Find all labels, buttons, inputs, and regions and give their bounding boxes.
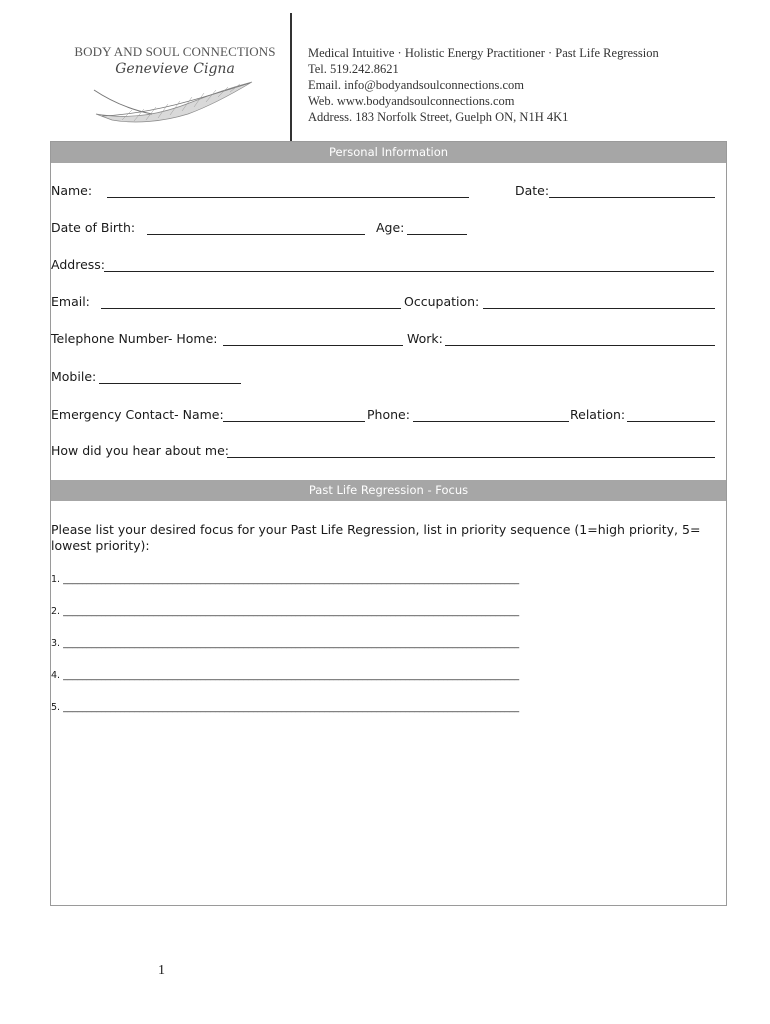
- address-field[interactable]: [104, 271, 714, 272]
- focus-item-5[interactable]: 5. ________________________________________________________________________________________________: [51, 702, 520, 713]
- page-number: 1: [158, 963, 165, 978]
- relation-label: Relation:: [570, 407, 626, 422]
- services-line: Medical Intuitive · Holistic Energy Practitioner · Past Life Regression: [308, 46, 659, 60]
- emergency-name-field[interactable]: [223, 421, 365, 422]
- address-line: Address. 183 Norfolk Street, Guelph ON, N1H 4K1: [308, 110, 569, 124]
- email-label: Email:: [51, 294, 90, 309]
- personal-info-header: Personal Information: [51, 142, 726, 163]
- referral-label: How did you hear about me:: [51, 443, 230, 458]
- contact-info: [308, 45, 659, 125]
- name-label: Name:: [51, 183, 93, 198]
- referral-field[interactable]: [227, 457, 715, 458]
- date-label: Date:: [515, 183, 550, 198]
- occupation-field[interactable]: [483, 308, 715, 309]
- brand-name: BODY AND SOUL CONNECTIONS: [74, 44, 276, 59]
- email-line: Email. info@bodyandsoulconnections.com: [308, 78, 524, 92]
- focus-header: Past Life Regression - Focus: [51, 480, 726, 501]
- web-line: Web. www.bodyandsoulconnections.com: [308, 94, 515, 108]
- mobile-label: Mobile:: [51, 369, 97, 384]
- header-divider: [290, 13, 292, 141]
- emergency-phone-field[interactable]: [413, 421, 569, 422]
- age-label: Age:: [376, 220, 405, 235]
- work-phone-field[interactable]: [445, 345, 715, 346]
- brand-block: [64, 44, 286, 77]
- practitioner-name: Genevieve Cigna: [115, 61, 235, 77]
- focus-item-3[interactable]: 3. ________________________________________________________________________________________________: [51, 638, 520, 649]
- emergency-phone-label: Phone:: [367, 407, 410, 422]
- intake-form: [50, 141, 727, 906]
- work-phone-label: Work:: [407, 331, 443, 346]
- home-phone-label: Telephone Number- Home:: [51, 331, 218, 346]
- occupation-label: Occupation:: [404, 294, 480, 309]
- focus-item-4[interactable]: 4. ________________________________________________________________________________________________: [51, 670, 520, 681]
- mobile-field[interactable]: [99, 383, 241, 384]
- address-label: Address:: [51, 257, 105, 272]
- dob-label: Date of Birth:: [51, 220, 136, 235]
- focus-item-2[interactable]: 2. ________________________________________________________________________________________________: [51, 606, 520, 617]
- date-field[interactable]: [549, 197, 715, 198]
- home-phone-field[interactable]: [223, 345, 403, 346]
- dob-field[interactable]: [147, 234, 365, 235]
- phone-line: Tel. 519.242.8621: [308, 62, 399, 76]
- focus-instructions: Please list your desired focus for your Past Life Regression, list in priority sequence (1=high priority, 5= lowest priority):: [51, 522, 701, 553]
- feather-logo-icon: [92, 80, 256, 126]
- emergency-name-label: Emergency Contact- Name:: [51, 407, 224, 422]
- name-field[interactable]: [107, 197, 469, 198]
- focus-item-1[interactable]: 1. ________________________________________________________________________________________________: [51, 574, 520, 585]
- age-field[interactable]: [407, 234, 467, 235]
- email-field[interactable]: [101, 308, 401, 309]
- relation-field[interactable]: [627, 421, 715, 422]
